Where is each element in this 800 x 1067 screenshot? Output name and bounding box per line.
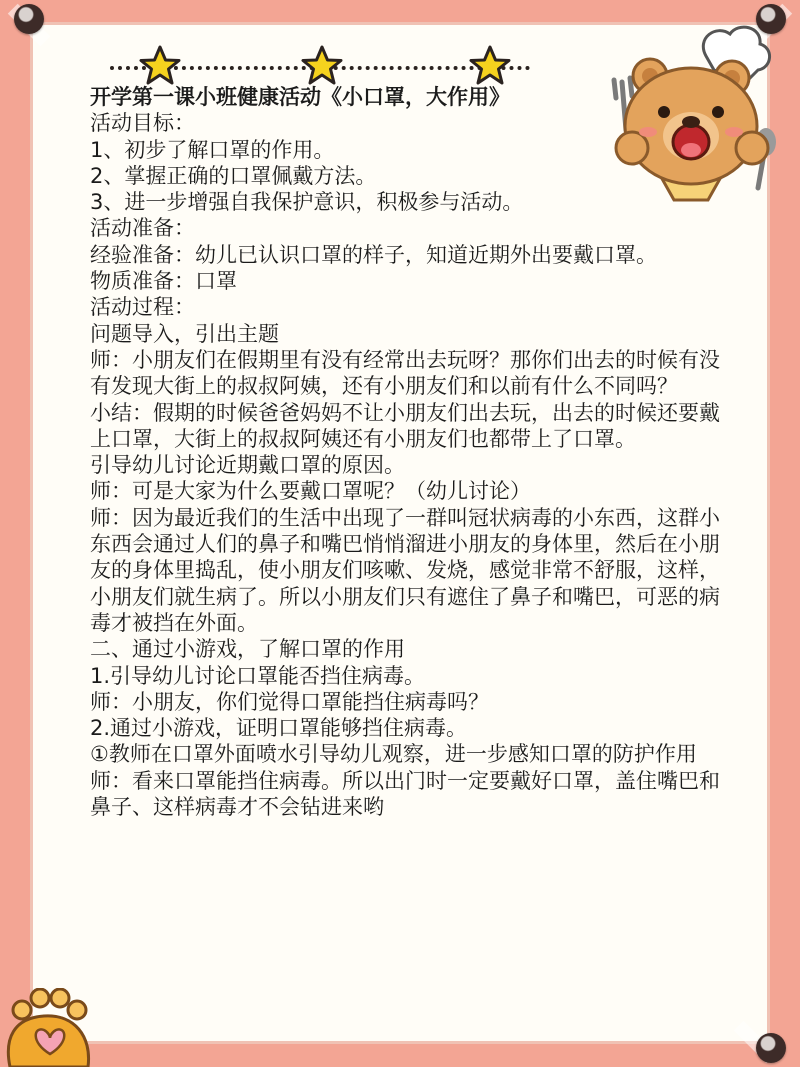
text-line: 1.引导幼儿讨论口罩能否挡住病毒。 [90,663,426,688]
text-line: 师：因为最近我们的生活中出现了一群叫冠状病毒的小东西，这群小东西会通过人们的鼻子和嘴巴悄悄溜进小朋友的身体里，然后在小朋友的身体里捣乱，使小朋友们咳嗽、发烧，感觉非常不舒服，这样，小朋友们就生病了。所以小朋友们只有遮住了鼻子和嘴巴，可恶的病毒才被挡在外面。 [90,505,720,635]
text-line: 2、掌握正确的口罩佩戴方法。 [90,163,377,188]
cat-paw-sticker [0,988,100,1067]
document-title: 开学第一课小班健康活动《小口罩，大作用》 [90,85,510,109]
text-line: 师：小朋友们在假期里有没有经常出去玩呀？那你们出去的时候有没有发现大街上的叔叔阿姨，还有小朋友们和以前有什么不同吗？ [90,347,720,399]
star-icon [300,44,344,88]
text-line: 1、初步了解口罩的作用。 [90,137,335,162]
pushpin-icon [756,1033,786,1063]
text-line: 师：可是大家为什么要戴口罩呢？（幼儿讨论） [90,479,531,504]
text-line: 3、进一步增强自我保护意识，积极参与活动。 [90,190,524,215]
text-line: 二、通过小游戏，了解口罩的作用 [90,637,405,662]
text-line: ①教师在口罩外面喷水引导幼儿观察，进一步感知口罩的防护作用 [90,742,697,767]
text-line: 师：小朋友，你们觉得口罩能挡住病毒吗？ [90,689,489,714]
pushpin-icon [14,4,44,34]
lesson-plan-text [90,84,720,820]
text-line: 小结：假期的时候爸爸妈妈不让小朋友们出去玩，出去的时候还要戴上口罩，大街上的叔叔阿姨还有小朋友们也都带上了口罩。 [90,400,720,451]
text-line: 引导幼儿讨论近期戴口罩的原因。 [90,453,405,478]
text-line: 活动目标： [90,111,195,136]
star-icon [468,44,512,88]
text-line: 物质准备：口罩 [90,269,237,294]
star-icon [138,44,182,88]
text-line: 2.通过小游戏，证明口罩能够挡住病毒。 [90,716,468,741]
text-line: 问题导入，引出主题 [90,321,279,346]
text-line: 经验准备：幼儿已认识口罩的样子，知道近期外出要戴口罩。 [90,242,657,267]
text-line: 师：看来口罩能挡住病毒。所以出门时一定要戴好口罩，盖住嘴巴和鼻子、这样病毒才不会钻进来哟 [90,768,720,820]
text-line: 活动准备： [90,216,195,241]
text-line: 活动过程： [90,295,195,320]
